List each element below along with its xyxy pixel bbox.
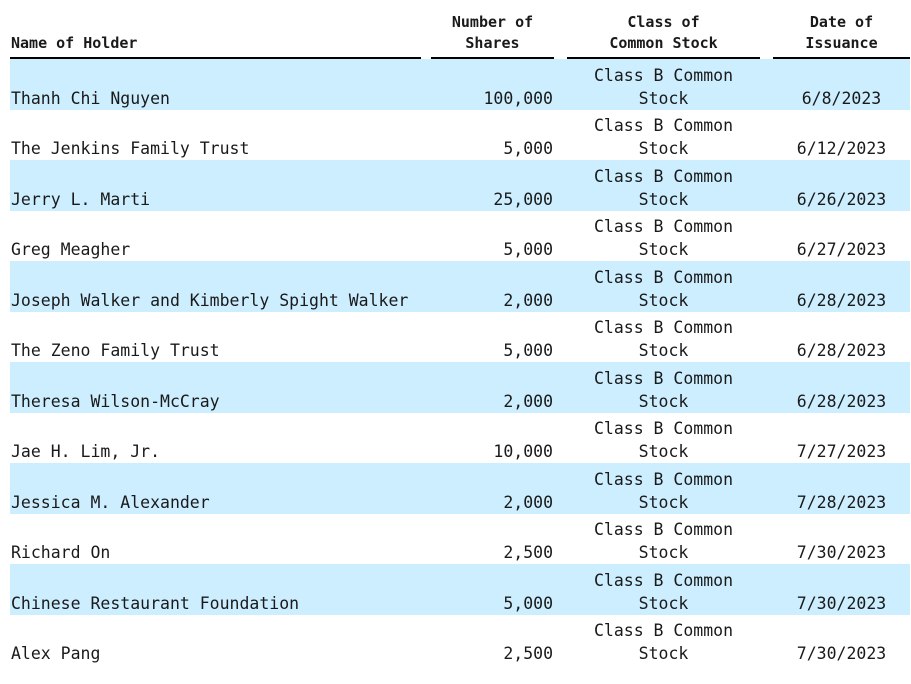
class-of-stock-line2: Stock [638, 240, 689, 259]
class-of-stock-cell [567, 615, 760, 666]
number-of-shares-cell: 5,000 [503, 341, 553, 360]
date-of-issuance-cell: 7/27/2023 [796, 442, 887, 461]
holders-table-container [10, 8, 910, 665]
class-of-stock-line2: Stock [638, 442, 689, 461]
class-of-stock-line2: Stock [638, 139, 689, 158]
number-of-shares-cell: 25,000 [431, 160, 554, 211]
class-of-stock-line2: Stock [638, 341, 689, 360]
table-row [10, 514, 910, 565]
class-of-stock-cell [567, 59, 760, 110]
date-of-issuance-cell: 6/28/2023 [796, 341, 887, 360]
date-of-issuance-cell: 6/28/2023 [773, 362, 910, 413]
class-of-stock-cell [567, 362, 760, 413]
date-of-issuance-cell: 6/28/2023 [773, 261, 910, 312]
class-of-stock-line1: Class B Common [593, 318, 734, 337]
date-of-issuance-cell: 7/28/2023 [773, 463, 910, 514]
class-of-stock-line1: Class B Common [593, 570, 734, 590]
table-row [10, 413, 910, 464]
table-row [10, 564, 910, 615]
class-of-stock-line2: Stock [638, 543, 689, 562]
class-of-stock-line2: Stock [638, 593, 689, 613]
header-row [10, 8, 910, 59]
class-of-stock-line2: Stock [638, 492, 689, 512]
date-of-issuance-cell: 6/27/2023 [796, 240, 887, 259]
holder-name-cell: Jessica M. Alexander [10, 463, 421, 514]
class-of-stock-line1: Class B Common [593, 368, 734, 388]
date-of-issuance-cell: 6/8/2023 [773, 59, 910, 110]
header-name-of-holder: Name of Holder [10, 8, 421, 59]
table-row [10, 59, 910, 110]
holder-name-cell: Jerry L. Marti [10, 160, 421, 211]
holder-name-cell: Thanh Chi Nguyen [10, 59, 421, 110]
class-of-stock-cell [567, 463, 760, 514]
date-of-issuance-cell: 7/30/2023 [796, 644, 887, 663]
class-of-stock-line2: Stock [638, 644, 689, 663]
number-of-shares-cell: 2,000 [431, 463, 554, 514]
class-of-stock-line1: Class B Common [593, 166, 734, 186]
header-number-of-shares: Number of Shares [431, 8, 554, 59]
table-row [10, 615, 910, 666]
holder-name-cell: The Jenkins Family Trust [11, 139, 250, 158]
class-of-stock-cell [567, 160, 760, 211]
number-of-shares-cell: 5,000 [503, 139, 553, 158]
date-of-issuance-cell: 7/30/2023 [773, 564, 910, 615]
table-row [10, 160, 910, 211]
holder-name-cell: Greg Meagher [11, 240, 131, 259]
number-of-shares-cell: 2,500 [503, 543, 553, 562]
table-row [10, 463, 910, 514]
class-of-stock-cell [567, 312, 760, 363]
holder-name-cell: Alex Pang [11, 644, 101, 663]
number-of-shares-cell: 5,000 [503, 240, 553, 259]
holder-name-cell: Richard On [11, 543, 111, 562]
table-header [10, 8, 910, 59]
table-row [10, 110, 910, 161]
class-of-stock-line1: Class B Common [593, 65, 734, 85]
holders-table [10, 8, 910, 665]
header-date-of-issuance: Date of Issuance [773, 8, 910, 59]
table-row [10, 312, 910, 363]
class-of-stock-line2: Stock [638, 189, 689, 209]
class-of-stock-line1: Class B Common [593, 267, 734, 287]
class-of-stock-line2: Stock [638, 290, 689, 310]
class-of-stock-line1: Class B Common [593, 217, 734, 236]
class-of-stock-cell [567, 211, 760, 262]
table-body [10, 59, 910, 665]
number-of-shares-cell: 10,000 [493, 442, 553, 461]
holder-name-cell: Joseph Walker and Kimberly Spight Walker [10, 261, 421, 312]
class-of-stock-line2: Stock [638, 391, 689, 411]
number-of-shares-cell: 2,500 [503, 644, 553, 663]
number-of-shares-cell: 100,000 [431, 59, 554, 110]
class-of-stock-line1: Class B Common [593, 419, 734, 438]
number-of-shares-cell: 2,000 [431, 362, 554, 413]
header-class-of-common-stock: Class of Common Stock [567, 8, 760, 59]
holder-name-cell: Chinese Restaurant Foundation [10, 564, 421, 615]
table-row [10, 211, 910, 262]
table-row [10, 362, 910, 413]
class-of-stock-line1: Class B Common [593, 469, 734, 489]
number-of-shares-cell: 2,000 [431, 261, 554, 312]
holder-name-cell: Theresa Wilson-McCray [10, 362, 421, 413]
table-row [10, 261, 910, 312]
date-of-issuance-cell: 7/30/2023 [796, 543, 887, 562]
class-of-stock-cell [567, 413, 760, 464]
holder-name-cell: The Zeno Family Trust [11, 341, 220, 360]
class-of-stock-cell [567, 110, 760, 161]
number-of-shares-cell: 5,000 [431, 564, 554, 615]
date-of-issuance-cell: 6/26/2023 [773, 160, 910, 211]
class-of-stock-line1: Class B Common [593, 520, 734, 539]
class-of-stock-line1: Class B Common [593, 621, 734, 640]
class-of-stock-cell [567, 564, 760, 615]
date-of-issuance-cell: 6/12/2023 [796, 139, 887, 158]
class-of-stock-cell [567, 514, 760, 565]
holder-name-cell: Jae H. Lim, Jr. [11, 442, 161, 461]
class-of-stock-line2: Stock [638, 88, 689, 108]
class-of-stock-line1: Class B Common [593, 116, 734, 135]
class-of-stock-cell [567, 261, 760, 312]
